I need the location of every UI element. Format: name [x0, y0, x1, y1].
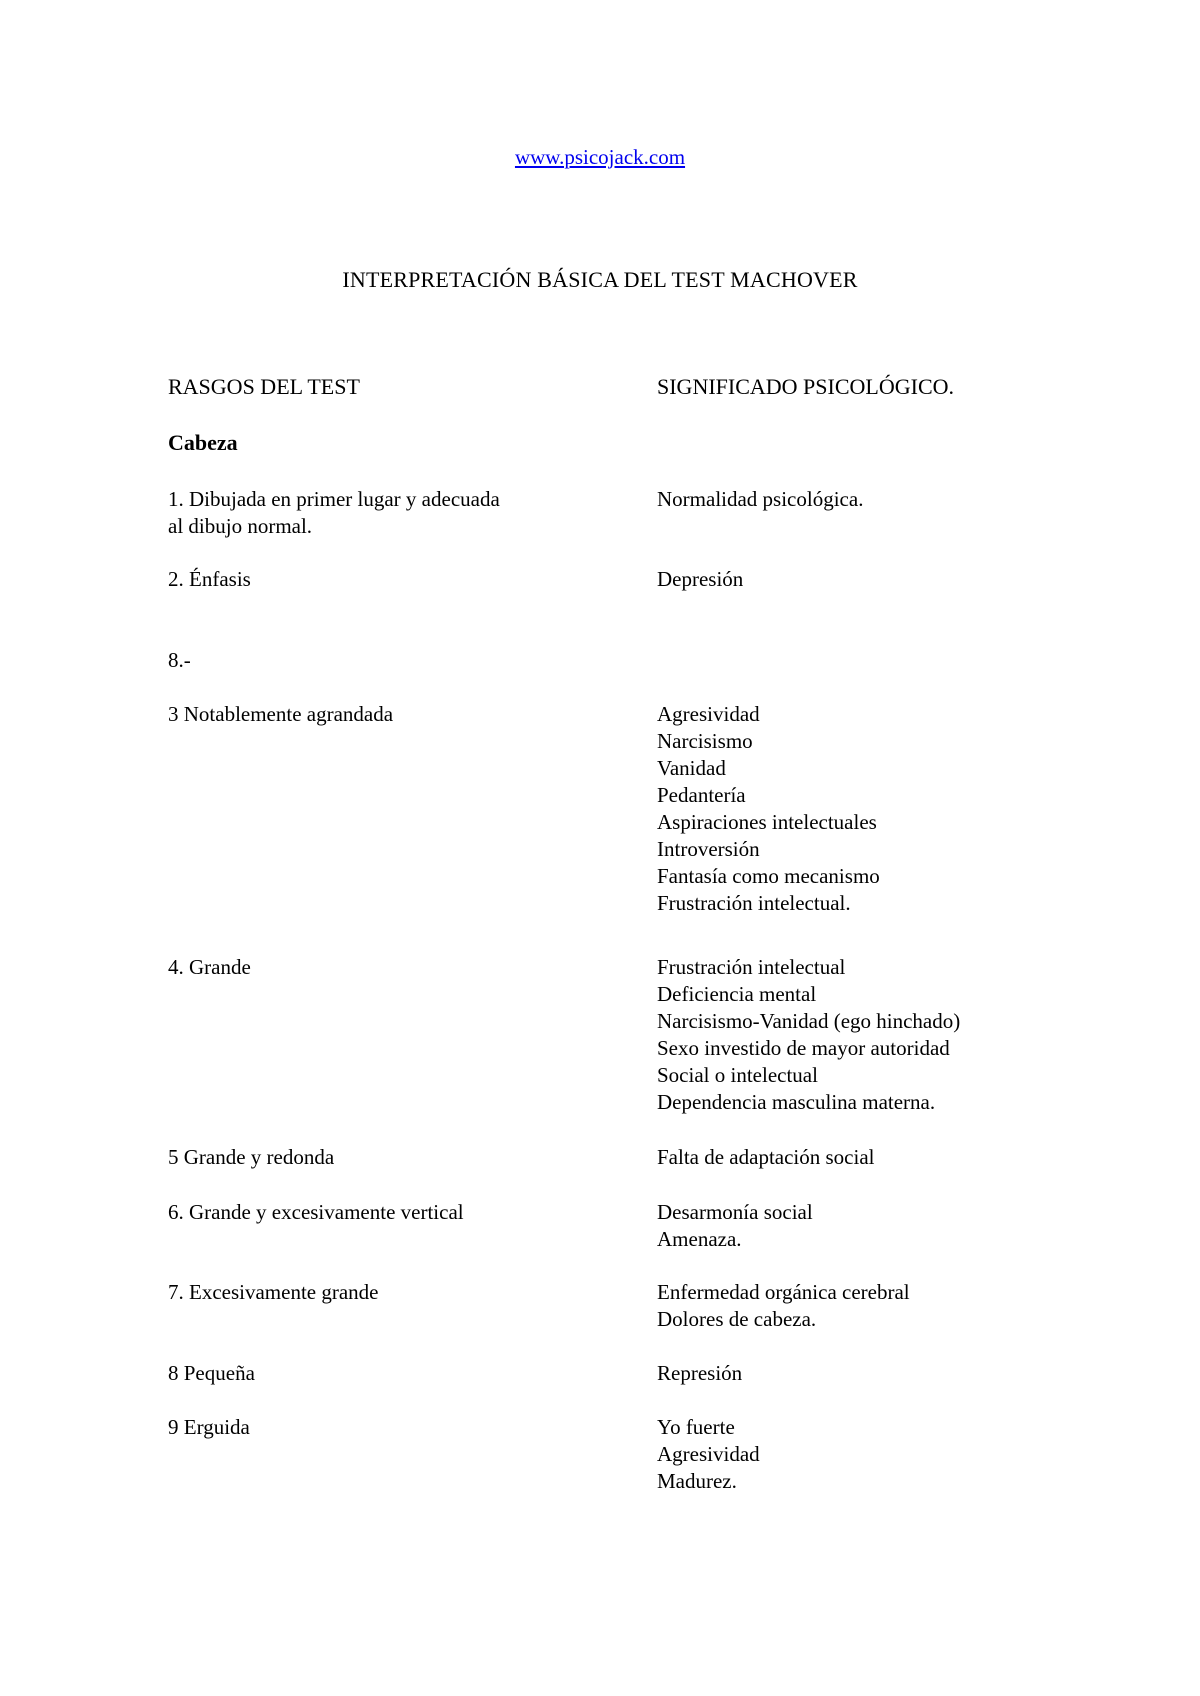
meaning-cell [657, 1144, 1177, 1171]
meaning-line: Fantasía como mecanismo [657, 864, 880, 888]
meaning-line: Yo fuerte [657, 1415, 735, 1439]
meaning-cell [657, 1279, 1177, 1333]
meaning-cell [657, 954, 1177, 1116]
meaning-cell [657, 1199, 1177, 1253]
meaning-line: Vanidad [657, 756, 726, 780]
column-header-traits: RASGOS DEL TEST [168, 374, 360, 399]
trait-cell [168, 1279, 568, 1306]
meaning-cell [657, 701, 1177, 917]
trait-line: 5 Grande y redonda [168, 1145, 335, 1169]
meaning-line: Depresión [657, 567, 744, 591]
meaning-line: Dolores de cabeza. [657, 1307, 817, 1331]
meaning-cell [657, 566, 1177, 593]
section-heading: Cabeza [168, 430, 238, 455]
column-header-meaning: SIGNIFICADO PSICOLÓGICO. [657, 374, 955, 399]
meaning-line: Enfermedad orgánica cerebral [657, 1280, 910, 1304]
meaning-line: Narcisismo [657, 729, 753, 753]
trait-cell [168, 647, 568, 674]
meaning-line: Agresividad [657, 702, 760, 726]
site-link[interactable]: www.psicojack.com [514, 145, 686, 169]
meaning-cell [657, 1360, 1177, 1387]
trait-cell [168, 1199, 568, 1226]
meaning-line: Represión [657, 1361, 743, 1385]
site-url [0, 143, 1200, 171]
trait-line: 8 Pequeña [168, 1361, 255, 1385]
trait-line: 7. Excesivamente grande [168, 1280, 379, 1304]
trait-line: 2. Énfasis [168, 567, 251, 591]
meaning-line: Dependencia masculina materna. [657, 1090, 936, 1114]
meaning-line: Introversión [657, 837, 760, 861]
trait-cell [168, 1414, 568, 1441]
meaning-line: Frustración intelectual. [657, 891, 851, 915]
meaning-line: Sexo investido de mayor autoridad [657, 1036, 950, 1060]
trait-cell [168, 954, 568, 981]
document-title: INTERPRETACIÓN BÁSICA DEL TEST MACHOVER [342, 267, 858, 292]
meaning-line: Pedantería [657, 783, 746, 807]
trait-cell [168, 566, 568, 593]
meaning-line: Agresividad [657, 1442, 760, 1466]
meaning-line: Frustración intelectual [657, 955, 846, 979]
trait-cell [168, 1360, 568, 1387]
trait-line: 9 Erguida [168, 1415, 250, 1439]
meaning-line: Normalidad psicológica. [657, 487, 864, 511]
meaning-cell [657, 1414, 1177, 1495]
trait-line: 4. Grande [168, 955, 251, 979]
meaning-line: Falta de adaptación social [657, 1145, 875, 1169]
trait-cell [168, 1144, 568, 1171]
meaning-line: Aspiraciones intelectuales [657, 810, 877, 834]
meaning-line: Desarmonía social [657, 1200, 813, 1224]
meaning-line: Deficiencia mental [657, 982, 817, 1006]
meaning-line: Narcisismo-Vanidad (ego hinchado) [657, 1009, 961, 1033]
trait-line: 6. Grande y excesivamente vertical [168, 1200, 464, 1224]
trait-line: 8.- [168, 648, 191, 672]
trait-line: 3 Notablemente agrandada [168, 702, 394, 726]
trait-line: 1. Dibujada en primer lugar y adecuada [168, 487, 500, 511]
meaning-line: Amenaza. [657, 1227, 742, 1251]
trait-cell [168, 701, 568, 728]
trait-cell [168, 486, 568, 540]
meaning-line: Social o intelectual [657, 1063, 818, 1087]
meaning-line: Madurez. [657, 1469, 737, 1493]
meaning-cell [657, 486, 1177, 513]
trait-line: al dibujo normal. [168, 514, 313, 538]
